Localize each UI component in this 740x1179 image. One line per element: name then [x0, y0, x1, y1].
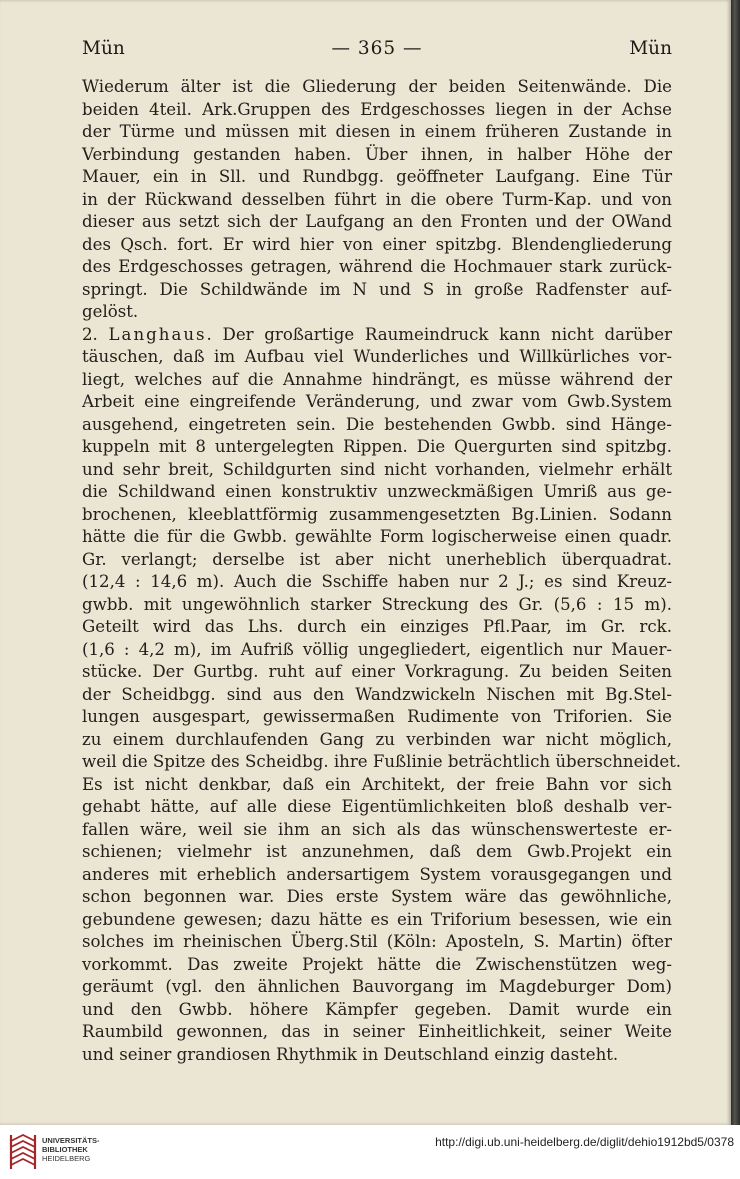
- footer-bar: [0, 1125, 740, 1179]
- page-edge: [731, 0, 740, 1125]
- text-line: solches im rheinischen Überg.Stil (Köln: Aposteln, S. Martin) öfter: [82, 932, 672, 951]
- text-line: Gr. verlangt; derselbe ist aber nicht unerheblich überquadrat.: [82, 549, 672, 569]
- text-line: Geteilt wird das Lhs. durch ein einziges Pfl.Paar, im Gr. rck.: [82, 617, 672, 636]
- text-line: 2. Langhaus. Der großartige Raumeindruck kann nicht darüber: [82, 324, 672, 344]
- library-name-line: UNIVERSITÄTS-: [42, 1136, 100, 1145]
- text-line: Es ist nicht denkbar, daß ein Architekt, der freie Bahn vor sich: [82, 774, 672, 794]
- text-line: des Qsch. fort. Er wird hier von einer spitzbg. Blendengliederung: [82, 234, 672, 254]
- text-line: die Schildwand einen konstruktiv unzweckmäßigen Umriß aus ge-: [82, 482, 672, 501]
- text-line: Mauer, ein in Sll. und Rundbgg. geöffneter Laufgang. Eine Tür: [82, 167, 672, 186]
- text-line: brochenen, kleeblattförmig zusammengesetzten Bg.Linien. Sodann: [82, 504, 672, 524]
- running-head: [82, 38, 672, 62]
- section-heading-word: Langhaus: [108, 324, 207, 344]
- text-line: der Türme und müssen mit diesen in einem früheren Zustande in: [82, 122, 672, 141]
- text-line: springt. Die Schildwände im N und S in große Radfenster auf-: [82, 279, 672, 299]
- header-right-keyword: Mün: [629, 38, 672, 59]
- text-line: Arbeit eine eingreifende Veränderung, und zwar vom Gwb.System: [82, 392, 672, 411]
- university-library-logo-icon[interactable]: [7, 1133, 39, 1171]
- body-text: [82, 76, 682, 1066]
- text-line: täuschen, daß im Aufbau viel Wunderliches und Willkürliches vor-: [82, 347, 672, 366]
- text-line: fallen wäre, weil sie ihm an sich als das wünschenswerteste er-: [82, 819, 672, 839]
- text-line: anderes mit erheblich andersartigem System vorausgegangen und: [82, 864, 672, 884]
- library-name-line: BIBLIOTHEK: [42, 1145, 88, 1154]
- text-line: vorkommt. Das zweite Projekt hätte die Zwischenstützen weg-: [82, 954, 672, 974]
- text-line: liegt, welches auf die Annahme hindrängt, es müsse während der: [82, 369, 672, 389]
- text-line: schienen; vielmehr ist anzunehmen, daß dem Gwb.Projekt ein: [82, 842, 672, 861]
- header-left-keyword: Mün: [82, 38, 125, 59]
- text-line: und sehr breit, Schildgurten sind nicht vorhanden, vielmehr erhält: [82, 459, 672, 479]
- text-line: dieser aus setzt sich der Laufgang an den Fronten und der OWand: [82, 212, 672, 231]
- page-number: — 365 —: [331, 38, 423, 59]
- text-line: gehabt hätte, auf alle diese Eigentümlichkeiten bloß deshalb ver-: [82, 797, 672, 816]
- text-line: und seiner grandiosen Rhythmik in Deutschland einzig dasteht.: [82, 1044, 619, 1064]
- library-name-line: HEIDELBERG: [42, 1154, 91, 1163]
- text-line: weil die Spitze des Scheidbg. ihre Fußlinie beträchtlich überschneidet.: [82, 752, 682, 771]
- text-line: hätte die für die Gwbb. gewählte Form logischerweise einen quadr.: [82, 527, 672, 546]
- library-name[interactable]: [42, 1136, 100, 1163]
- text-line: beiden 4teil. Ark.Gruppen des Erdgeschosses liegen in der Achse: [82, 99, 672, 119]
- text-line: lungen ausgespart, gewissermaßen Rudimente von Triforien. Sie: [82, 707, 672, 726]
- text-line: der Scheidbgg. sind aus den Wandzwickeln Nischen mit Bg.Stel-: [82, 684, 672, 704]
- text-line: des Erdgeschosses getragen, während die Hochmauer stark zurück-: [82, 257, 672, 276]
- text-line: Raumbild gewonnen, das in seiner Einheitlichkeit, seiner Weite: [82, 1022, 672, 1041]
- text-line: gelöst.: [82, 302, 139, 321]
- text-line: ausgehend, eingetreten sein. Die bestehenden Gwbb. sind Hänge-: [82, 414, 672, 434]
- text-line: Verbindung gestanden haben. Über ihnen, in halber Höhe der: [82, 144, 672, 164]
- text-line: und den Gwbb. höhere Kämpfer gegeben. Damit wurde ein: [82, 999, 672, 1019]
- text-line: kuppeln mit 8 untergelegten Rippen. Die Quergurten sind spitzbg.: [82, 437, 672, 456]
- text-line: (1,6 : 4,2 m), im Aufriß völlig ungegliedert, eigentlich nur Mauer-: [82, 639, 672, 659]
- text-line: schon begonnen war. Dies erste System wäre das gewöhnliche,: [82, 887, 672, 906]
- text-line: in der Rückwand desselben führt in die obere Turm-Kap. und von: [82, 189, 672, 209]
- text-line: zu einem durchlaufenden Gang zu verbinden war nicht möglich,: [82, 729, 672, 749]
- text-line: geräumt (vgl. den ähnlichen Bauvorgang im Magdeburger Dom): [82, 977, 672, 996]
- source-url-link[interactable]: http://digi.ub.uni-heidelberg.de/diglit/dehio1912bd5/0378: [435, 1135, 734, 1149]
- text-line: gwbb. mit ungewöhnlich starker Streckung des Gr. (5,6 : 15 m).: [82, 594, 672, 614]
- text-line: stücke. Der Gurtbg. ruht auf einer Vorkragung. Zu beiden Seiten: [82, 662, 672, 681]
- text-line: gebundene gewesen; dazu hätte es ein Triforium besessen, wie ein: [82, 909, 672, 929]
- text-line: Wiederum älter ist die Gliederung der beiden Seitenwände. Die: [82, 77, 672, 96]
- text-line: (12,4 : 14,6 m). Auch die Sschiffe haben nur 2 J.; es sind Kreuz-: [82, 572, 672, 591]
